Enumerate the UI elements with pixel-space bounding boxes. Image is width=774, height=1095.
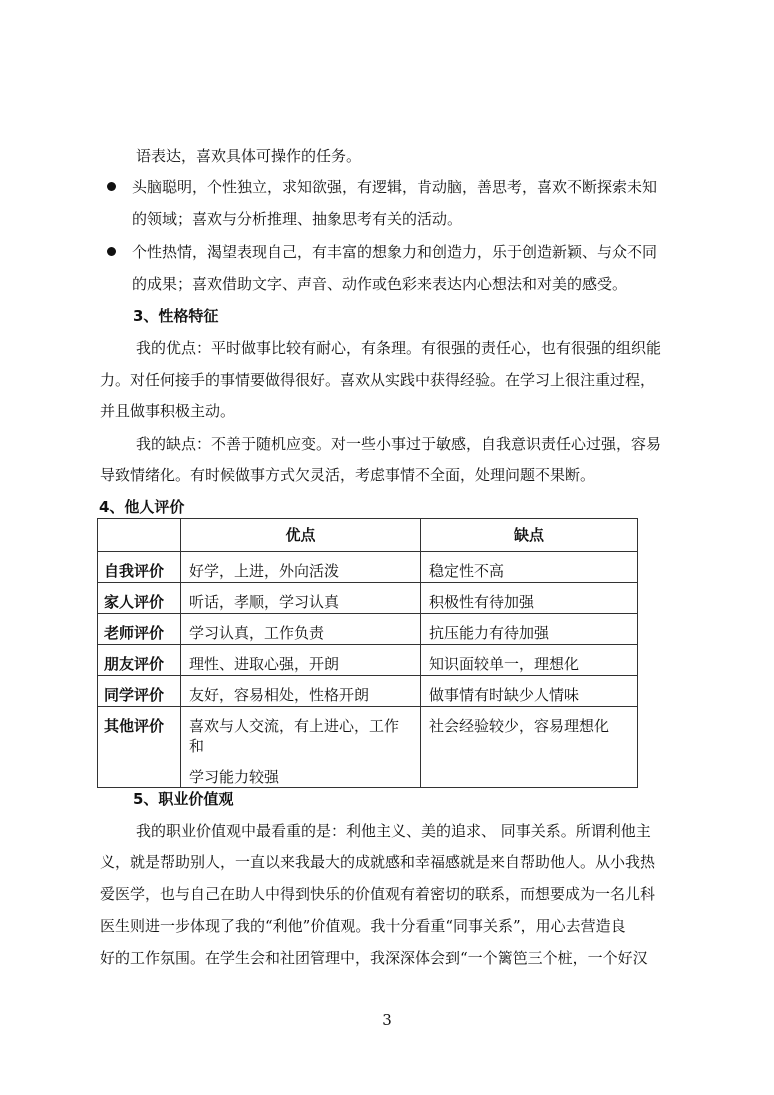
table-header-row bbox=[98, 519, 638, 552]
row-label: 老师评价 bbox=[98, 614, 181, 645]
pros-cell bbox=[181, 707, 421, 788]
section-heading: 5、职业价值观 bbox=[133, 790, 234, 808]
bullet-line: 个性热情，渴望表现自己，有丰富的想象力和创造力，乐于创造新颖、与众不同 bbox=[132, 243, 658, 261]
table-row bbox=[98, 707, 638, 788]
row-label: 朋友评价 bbox=[98, 645, 181, 676]
row-label: 其他评价 bbox=[98, 707, 181, 788]
cons-cell: 积极性有待加强 bbox=[421, 583, 638, 614]
table-header-cell: 缺点 bbox=[421, 519, 638, 552]
pros-cell-line: 喜欢与人交流，有上进心，工作和 bbox=[189, 717, 400, 755]
bullet-line: 头脑聪明，个性独立，求知欲强，有逻辑，肯动脑，善思考，喜欢不断探索未知 bbox=[132, 178, 658, 196]
evaluation-table bbox=[97, 518, 638, 788]
pros-cell: 听话，孝顺，学习认真 bbox=[181, 583, 421, 614]
paragraph-line: 好的工作氛围。在学生会和社团管理中，我深深体会到“一个篱笆三个桩，一个好汉 bbox=[100, 949, 648, 967]
page-number: 3 bbox=[382, 1011, 392, 1029]
paragraph-line: 我的缺点：不善于随机应变。对一些小事过于敏感，自我意识责任心过强，容易 bbox=[136, 435, 662, 453]
cons-cell: 社会经验较少，容易理想化 bbox=[421, 707, 638, 788]
row-label: 家人评价 bbox=[98, 583, 181, 614]
cons-cell: 做事情有时缺少人情味 bbox=[421, 676, 638, 707]
pros-cell: 好学，上进，外向活泼 bbox=[181, 552, 421, 583]
paragraph-line: 导致情绪化。有时候做事方式欠灵活，考虑事情不全面，处理问题不果断。 bbox=[100, 466, 596, 484]
cons-cell: 稳定性不高 bbox=[421, 552, 638, 583]
cons-cell: 知识面较单一，理想化 bbox=[421, 645, 638, 676]
table-row bbox=[98, 583, 638, 614]
pros-cell: 友好，容易相处，性格开朗 bbox=[181, 676, 421, 707]
bullet-line: 的成果；喜欢借助文字、声音、动作或色彩来表达内心想法和对美的感受。 bbox=[132, 275, 628, 293]
table-header-cell: 优点 bbox=[181, 519, 421, 552]
paragraph-line: 爱医学，也与自己在助人中得到快乐的价值观有着密切的联系，而想要成为一名儿科 bbox=[100, 885, 656, 903]
paragraph-line: 医生则进一步体现了我的“利他”价值观。我十分看重“同事关系”，用心去营造良 bbox=[100, 917, 626, 935]
section-heading: 3、性格特征 bbox=[133, 307, 219, 325]
pros-cell: 理性、进取心强，开朗 bbox=[181, 645, 421, 676]
cons-cell: 抗压能力有待加强 bbox=[421, 614, 638, 645]
pros-cell: 学习认真，工作负责 bbox=[181, 614, 421, 645]
table-row bbox=[98, 645, 638, 676]
row-label: 同学评价 bbox=[98, 676, 181, 707]
pros-cell-line: 学习能力较强 bbox=[189, 768, 280, 786]
bullet-line: 的领域；喜欢与分析推理、抽象思考有关的活动。 bbox=[132, 210, 463, 228]
paragraph-line: 并且做事积极主动。 bbox=[100, 402, 236, 420]
bullet-dot-icon bbox=[107, 182, 116, 191]
table-row bbox=[98, 614, 638, 645]
section-heading: 4、他人评价 bbox=[99, 498, 185, 516]
paragraph-line: 我的职业价值观中最看重的是：利他主义、美的追求、 同事关系。所谓利他主 bbox=[136, 822, 651, 840]
paragraph-line: 力。对任何接手的事情要做得很好。喜欢从实践中获得经验。在学习上很注重过程， bbox=[100, 371, 656, 389]
paragraph-line: 义，就是帮助别人，一直以来我最大的成就感和幸福感就是来自帮助他人。从小我热 bbox=[100, 853, 656, 871]
table-header-cell bbox=[98, 519, 181, 552]
bullet-dot-icon bbox=[107, 247, 116, 256]
paragraph-line: 我的优点：平时做事比较有耐心，有条理。有很强的责任心，也有很强的组织能 bbox=[136, 339, 662, 357]
table-row bbox=[98, 676, 638, 707]
row-label: 自我评价 bbox=[98, 552, 181, 583]
table-row bbox=[98, 552, 638, 583]
paragraph-line: 语表达，喜欢具体可操作的任务。 bbox=[136, 147, 362, 165]
